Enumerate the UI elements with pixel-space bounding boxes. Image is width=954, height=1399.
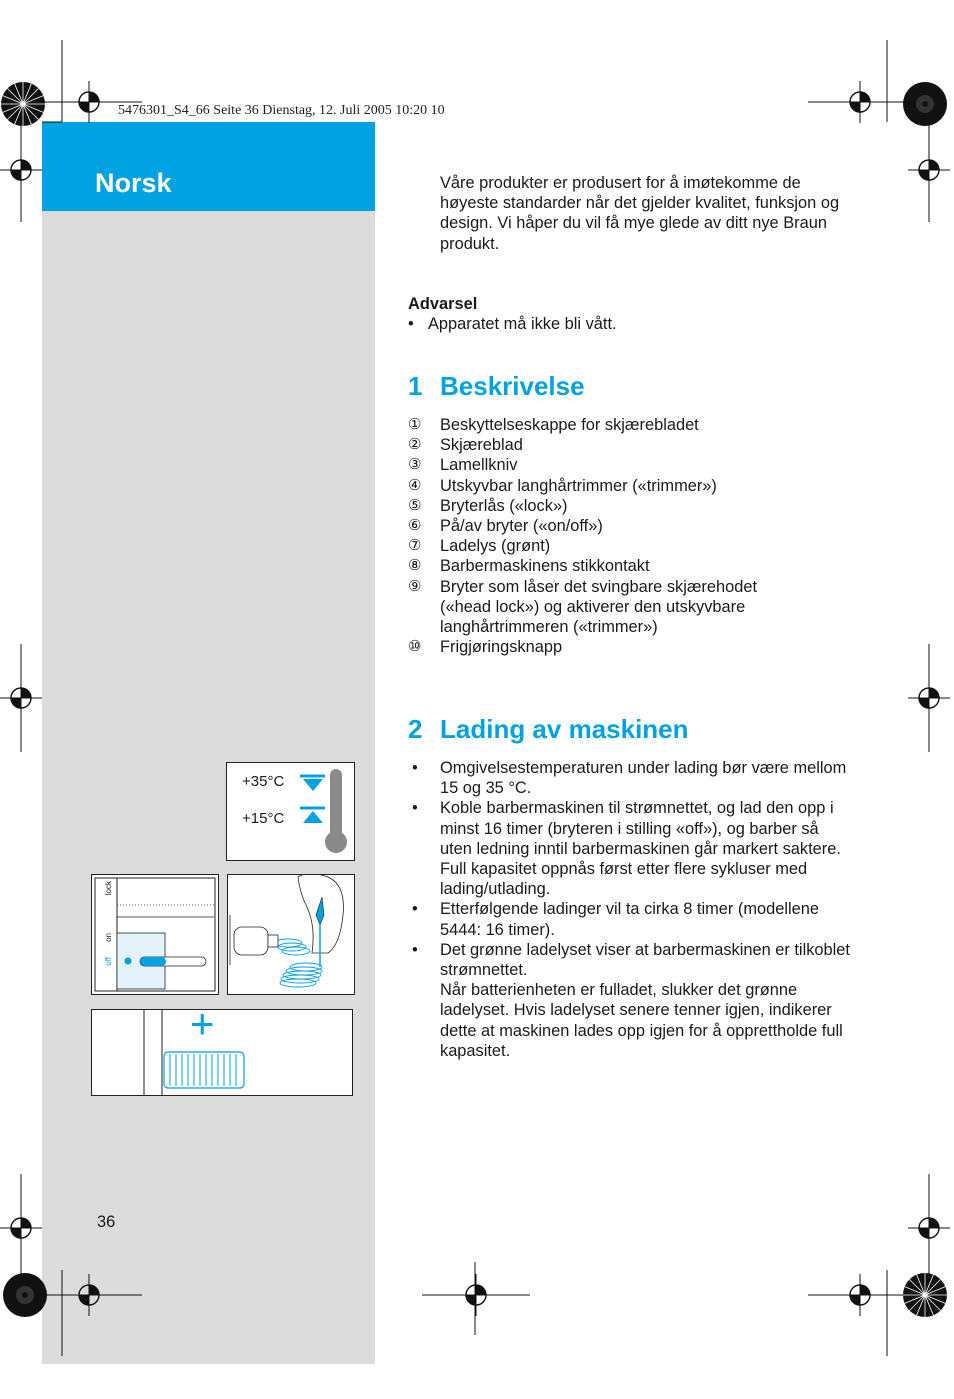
item-text: Omgivelsestemperaturen under lading bør være mellom 15 og 35 °C. [440,759,847,798]
item-text: Utskyvbar langhårtrimmer («trimmer») [440,476,717,495]
starburst-bottom-left [3,1273,47,1317]
bullet: • [412,940,418,959]
list-item [408,536,868,556]
section-1-heading [408,371,585,402]
description-list [408,415,868,657]
list-item [408,758,858,798]
list-item [408,516,868,536]
item-text: Koble barbermaskinen til strømnettet, og lad den opp i minst 16 timer (bryteren i stilling «off»), og barber så uten ledning inntil barbermaskinen går markert saktere. [440,799,841,858]
switch-off-label: off [104,957,113,966]
thermometer-icon [297,763,355,860]
bullet: • [412,759,418,777]
item-number: ② [408,436,422,454]
starburst-bottom-right [903,1273,947,1317]
list-item [408,556,868,576]
item-number: ⑤ [408,496,422,514]
page-number: 36 [97,1213,116,1231]
switch-lock-label: lock [104,881,113,896]
item-text: Bryterlås («lock») [440,496,568,515]
item-text: På/av bryter («on/off») [440,517,603,536]
warning-heading: Advarsel [408,295,478,313]
list-item [408,577,868,638]
bullet: • [412,900,418,919]
battery-icon [92,1010,352,1095]
item-text: Ladelys (grønt) [440,537,551,556]
switch-figure [91,874,219,995]
language-title: Norsk [95,168,172,198]
battery-figure [91,1000,353,1096]
bullet: • [412,799,418,818]
item-text: Bryter som låser det svingbare skjærehodet («head lock») og aktiverer den utskyvbare langhårtrimmeren («trimmer») [440,577,758,637]
section-number: 2 [408,714,423,744]
item-text: Beskyttelseskappe for skjærebladet [440,416,699,434]
list-item [408,798,858,899]
item-number: ④ [408,476,422,494]
temp-low-label: +15°C [242,810,285,827]
charging-instructions-list [408,758,858,1061]
item-number: ③ [408,456,422,474]
starburst-top-left [1,82,45,126]
starburst-top-right [903,82,947,126]
item-text: Når batterienheten er fulladet, slukker det grønne ladelyset. Hvis ladelyset senere tenner igjen, indikerer dette at maskinen lades opp igjen for å opprettholde full kapasitet. [440,981,843,1060]
list-item [408,637,868,657]
print-header: 5476301_S4_66 Seite 36 Dienstag, 12. Juli 2005 10:20 10 [118,103,445,118]
switch-on-label: on [104,933,113,942]
item-text: Full kapasitet oppnås først etter flere sykluser med lading/utlading. [440,860,808,899]
intro-paragraph: Våre produkter er produsert for å imøtekomme de høyeste standarder når det gjelder kvalitet, funksjon og design. Vi håper du vil få mye glede av ditt nye Braun produkt. [440,174,840,253]
warning-item [408,314,617,334]
item-number: ⑥ [408,517,422,535]
item-text: Det grønne ladelyset viser at barbermaskinen er tilkoblet strømnettet. [440,940,850,980]
item-text: Frigjøringsknapp [440,638,563,657]
section-title: Beskrivelse [440,371,585,401]
charging-cord-figure [227,874,355,995]
item-text: Skjæreblad [440,436,523,455]
item-number: ① [408,416,422,433]
list-item [408,496,868,516]
section-number: 1 [408,371,423,401]
list-item [408,455,868,475]
item-text: Barbermaskinens stikkontakt [440,557,650,576]
power-cord-illustration [228,875,354,994]
list-item [408,415,868,435]
section-title: Lading av maskinen [440,714,689,744]
warning-text: Apparatet må ikke bli vått. [428,315,617,333]
section-2-heading [408,714,689,745]
item-text: Lamellkniv [440,456,518,475]
list-item [408,476,868,496]
list-item [408,899,858,939]
item-number: ⑦ [408,537,422,555]
item-text: Etterfølgende ladinger vil ta cirka 8 timer (modellene 5444: 16 timer). [440,900,819,939]
temperature-figure [226,762,355,861]
list-item [408,435,868,455]
item-number: ⑩ [408,638,422,656]
plus-symbol: + [190,1000,215,1047]
item-number: ⑧ [408,557,422,575]
item-number: ⑨ [408,577,422,595]
bullet: • [408,315,414,333]
temp-high-label: +35°C [242,773,285,790]
list-item [408,940,858,1061]
